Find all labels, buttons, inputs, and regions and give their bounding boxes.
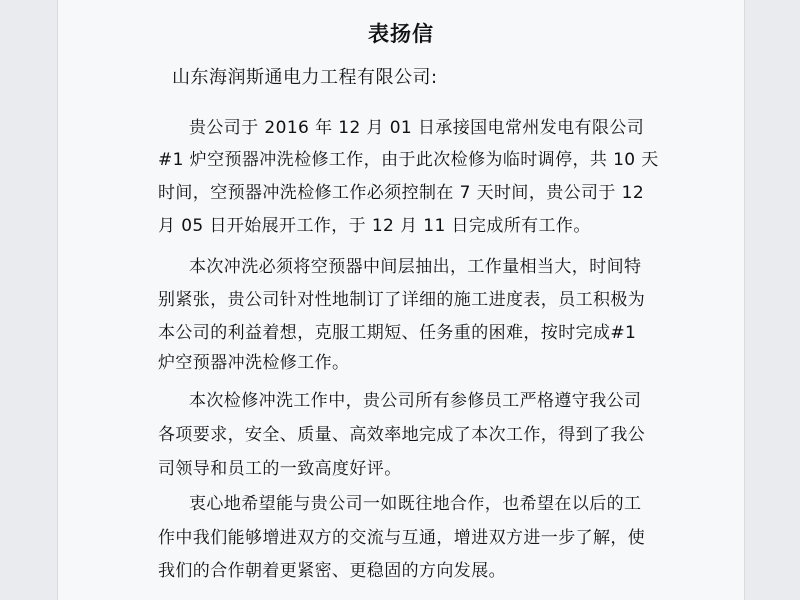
body-line: 贵公司于 2016 年 12 月 01 日承接国电常州发电有限公司 bbox=[189, 118, 645, 138]
body-line: 本次冲洗必须将空预器中间层抽出，工作量相当大，时间特 bbox=[189, 257, 642, 277]
body-line: 本次检修冲洗工作中，贵公司所有参修员工严格遵守我公司 bbox=[189, 391, 642, 411]
letter-page bbox=[58, 0, 744, 600]
letter-title: 表扬信 bbox=[368, 22, 434, 46]
body-line: #1 炉空预器冲洗检修工作，由于此次检修为临时调停，共 10 天 bbox=[158, 150, 659, 170]
salutation: 山东海润斯通电力工程有限公司: bbox=[172, 67, 438, 88]
body-line: 别紧张，贵公司针对性地制订了详细的施工进度表，员工积极为 bbox=[158, 290, 646, 310]
body-line: 我们的合作朝着更紧密、更稳固的方向发展。 bbox=[158, 561, 506, 581]
body-line: 炉空预器冲洗检修工作。 bbox=[158, 353, 350, 373]
body-line: 本公司的利益着想，克服工期短、任务重的困难，按时完成#1 bbox=[158, 323, 637, 343]
body-line: 月 05 日开始展开工作，于 12 月 11 日完成所有工作。 bbox=[158, 216, 591, 236]
body-line: 作中我们能够增进双方的交流与互通，增进双方进一步了解，使 bbox=[158, 528, 646, 548]
body-line: 司领导和员工的一致高度好评。 bbox=[158, 459, 402, 479]
body-line: 衷心地希望能与贵公司一如既往地合作，也希望在以后的工 bbox=[189, 494, 642, 514]
body-line: 时间，空预器冲洗检修工作必须控制在 7 天时间，贵公司于 12 bbox=[158, 183, 645, 203]
body-line: 各项要求，安全、质量、高效率地完成了本次工作，得到了我公 bbox=[158, 425, 646, 445]
